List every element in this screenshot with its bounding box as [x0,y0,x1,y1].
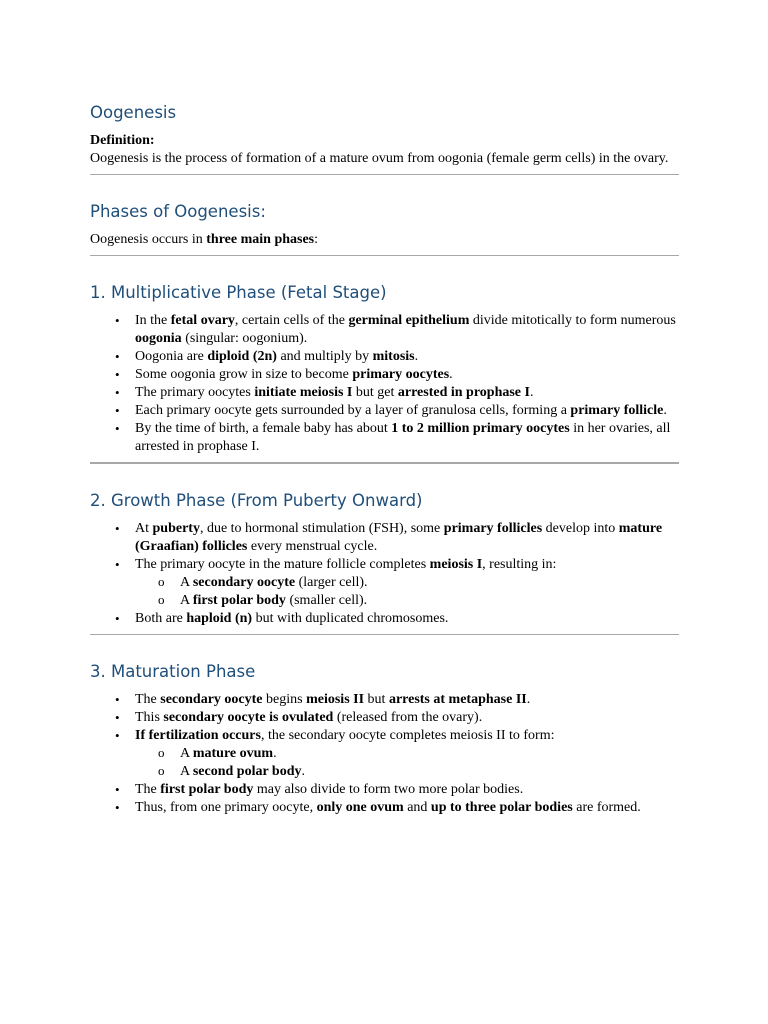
bullet-icon: • [115,349,120,364]
divider [90,634,679,635]
bullet-icon: • [115,728,120,743]
document-content [90,100,679,817]
circle-bullet-icon: o [158,574,165,589]
list-item: • Thus, from one primary oocyte, only one ovum and up to three polar bodies are formed. [115,800,641,815]
list-item: • Both are haploid (n) but with duplicated chromosomes. [115,611,449,626]
bullet-icon: • [115,710,120,725]
circle-bullet-icon: o [158,592,165,607]
section-heading-growth: 2. Growth Phase (From Puberty Onward) [90,491,423,510]
list-item: • At puberty, due to hormonal stimulation (FSH), some primary follicles develop into mature (Graafian) follicles every menstrual cycle. [115,521,663,554]
bullet-icon: • [115,521,120,536]
growth-sub-list [90,574,679,610]
divider [90,255,679,256]
bullet-icon: • [115,782,120,797]
list-item: • By the time of birth, a female baby has about 1 to 2 million primary oocytes in her ovaries, all arrested in prophase I. [115,421,671,454]
bullet-icon: • [115,385,120,400]
bullet-icon: • [115,313,120,328]
list-item: • This secondary oocyte is ovulated (released from the ovary). [115,710,483,725]
phases-heading: Phases of Oogenesis: [90,202,266,221]
maturation-sub-list [90,745,679,781]
list-item: • The primary oocyte in the mature follicle completes meiosis I, resulting in: [115,557,557,572]
maturation-list [90,691,679,817]
list-item: • In the fetal ovary, certain cells of the germinal epithelium divide mitotically to form numerous oogonia (singular: oogonium). [115,313,676,346]
sub-list-item: o A secondary oocyte (larger cell). [158,574,368,590]
page-title: Oogenesis [90,103,177,122]
list-item: • If fertilization occurs, the secondary oocyte completes meiosis II to form: [115,728,555,743]
multiplicative-list [90,312,679,456]
circle-bullet-icon: o [158,745,165,760]
list-item: • Each primary oocyte gets surrounded by a layer of granulosa cells, forming a primary follicle. [115,403,667,418]
circle-bullet-icon: o [158,763,165,778]
sub-list-item: o A second polar body. [158,763,306,779]
list-item: • The secondary oocyte begins meiosis II but arrests at metaphase II. [115,692,531,707]
bullet-icon: • [115,421,120,436]
sub-list-item: o A first polar body (smaller cell). [158,592,368,608]
bullet-icon: • [115,367,120,382]
section-heading-maturation: 3. Maturation Phase [90,662,256,681]
bullet-icon: • [115,800,120,815]
list-item: • Some oogonia grow in size to become primary oocytes. [115,367,453,382]
definition-text: Oogenesis is the process of formation of a mature ovum from oogonia (female germ cells) in the ovary. [90,151,669,166]
definition-label: Definition: [90,133,155,148]
bullet-icon: • [115,403,120,418]
section-heading-multiplicative: 1. Multiplicative Phase (Fetal Stage) [90,283,387,302]
list-item: • The first polar body may also divide to form two more polar bodies. [115,782,524,797]
sub-list-container [90,745,679,781]
list-item: • The primary oocytes initiate meiosis I but get arrested in prophase I. [115,385,534,400]
divider [90,462,679,464]
bullet-icon: • [115,611,120,626]
growth-list [90,520,679,628]
list-item: • Oogonia are diploid (2n) and multiply by mitosis. [115,349,419,364]
phases-intro: Oogenesis occurs in three main phases: [90,232,319,247]
sub-list-container [90,574,679,610]
sub-list-item: o A mature ovum. [158,745,277,761]
divider [90,174,679,175]
bullet-icon: • [115,692,120,707]
bullet-icon: • [115,557,120,572]
